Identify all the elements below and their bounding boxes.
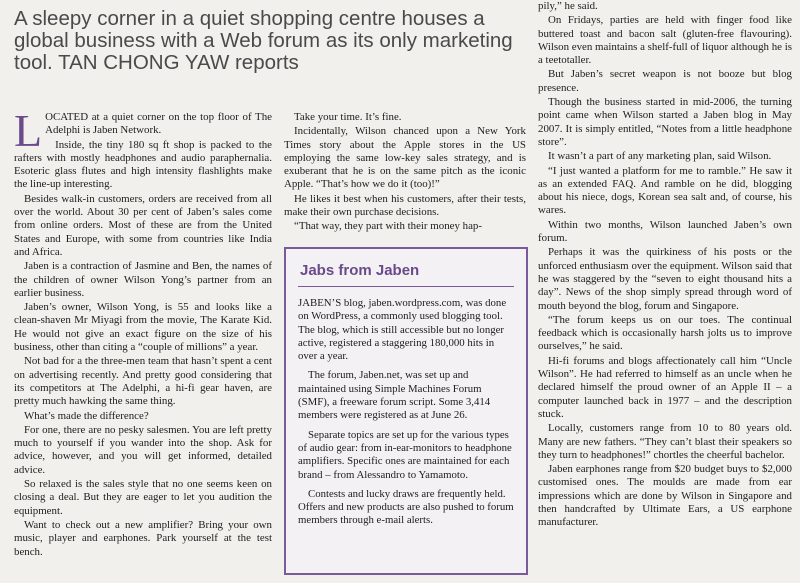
paragraph: Want to check out a new amplifier? Bring your own music, player and earphones. Park yourself at the test bench. [14,518,272,558]
paragraph: pily,” he said. [538,0,598,12]
headline: A sleepy corner in a quiet shopping centre houses a global business with a Web forum as its only marketing tool. TAN CHONG YAW reports [14,7,513,74]
lead-text: OCATED at a quiet corner on the top floor of The Adelphi is Jaben Network. [45,111,272,137]
paragraph: On Fridays, parties are held with finger food like buttered toast and bacon salt (gluten-free flavouring). Wilson even maintains a shelf-full of liquor although he is a teetotaller. [538,14,792,67]
paragraph: “The forum keeps us on our toes. The continual feedback which is occasionally harsh jolts us to improve ourselves,” he said. [538,313,792,353]
paragraph: Jaben’s owner, Wilson Yong, is 55 and looks like a clean-shaven Mr Miyagi from the movie, The Karate Kid. He would not give an exact figure on the size of his business, other than citing a “couple of millions” a year. [14,301,272,354]
paragraph: So relaxed is the sales style that no one seems keen on closing a deal. But they are eager to let you audition the equipment. [14,478,272,517]
column-2 [284,111,526,235]
lead-paragraph [14,105,272,156]
column-1 [14,105,272,560]
sidebar-paragraph: Separate topics are set up for the various types of audio gear: from in-ear-monitors to headphone amplifiers. Specific ones are maintained for each brand – from Alessandro to Yamamoto. [298,428,512,481]
paragraph: But Jaben’s secret weapon is not booze but blog presence. [538,68,792,94]
paragraph: Within two months, Wilson launched Jaben’s own forum. [538,218,792,245]
sidebar-box [284,247,528,575]
paragraph: For one, there are no pesky salesmen. You are left pretty much to yourself if you wander into the shop. Ask for advice, however, and you will get informed, detailed advice. [14,423,272,476]
paragraph: Besides walk-in customers, orders are received from all over the world. About 30 per cent of Jaben’s sales come from online orders. Most of these are from the United States and Europe, with some from countries like India and Africa. [14,192,272,258]
paragraph: Not bad for a the three-men team that hasn’t spent a cent on advertising recently. And pretty good considering that its competitors at The Adelphi, a hi-fi gear haven, are pretty much hawking the same thing. [14,355,272,408]
paragraph: Inside, the tiny 180 sq ft shop is packed to the rafters with mostly headphones and audio paraphernalia. Esoteric glass flutes and high intensity flashlights make the line-up interesting. [14,138,272,191]
drop-cap: L [14,105,43,156]
paragraph: “That way, they part with their money hap- [294,220,483,233]
sidebar-paragraph: JABEN’S blog, jaben.wordpress.com, was done on WordPress, a commonly used blogging tool. The blog, which is still accessible but no longer active, registered a staggering 180,000 hits in over a year. [298,297,507,363]
sidebar-paragraph: The forum, Jaben.net, was set up and maintained using Simple Machines Forum (SMF), a freeware forum script. Some 3,414 members were registered as at June 26. [298,369,491,422]
paragraph: Take your time. It’s fine. [294,111,402,123]
paragraph: Incidentally, Wilson chanced upon a New York Times story about the Apple stores in the US employing the same low-key sales strategy, and is exuberant that he is on the same pitch as the iconic Apple. “That’s how we do it (too)!” [284,125,526,191]
paragraph: Hi-fi forums and blogs affectionately call him “Uncle Wilson”. He had referred to himself as an uncle when he declared himself the proud owner of an Apple II – a computer launched back in 1977 – and the description stuck. [538,354,792,420]
paragraph: Perhaps it was the quirkiness of his posts or the unforced enthusiasm over the equipment. Wilson said that he was staggered by the “seven to eight thousand hits a day”. News of the shop simply spread through word of mouth beyond the blog, forum and Singapore. [538,246,792,312]
paragraph: What’s made the difference? [24,409,149,422]
sidebar-paragraph: Contests and lucky draws are frequently held. Offers and new products are also pushed to forum members through e-mail alerts. [298,487,514,527]
sidebar-title: Jabs from Jaben [300,262,420,279]
paragraph: Though the business started in mid-2006, the turning point came when Wilson started a Jaben blog in May 2007. It is simply entitled, “Notes from a little headphone store”. [538,96,792,148]
paragraph: Jaben is a contraction of Jasmine and Ben, the names of the children of owner Wilson Yong’s partner from an earlier business. [14,260,272,299]
paragraph: Jaben earphones range from $20 budget buys to $2,000 customised ones. The moulds are made from ear impressions which are done by Wilson in Singapore and then handcrafted by Ultimate Ears, a US earphone manufacturer. [538,463,792,529]
sidebar-divider [298,286,514,287]
column-3 [538,0,792,531]
paragraph: He likes it best when his customers, after their tests, make their own purchase decisions. [284,192,526,219]
paragraph: It wasn’t a part of any marketing plan, said Wilson. [548,150,772,163]
paragraph: Locally, customers range from 10 to 80 years old. Many are new fathers. “They can’t blast their speakers so they turn to headphones!” chortles the cheerful bachelor. [538,422,792,461]
sidebar-body [286,297,526,528]
paragraph: “I just wanted a platform for me to ramble.” He saw it as an extended FAQ. And ramble on he did, blogging about his niece, dogs, Korean sea salt and, of course, his wares. [538,164,792,217]
